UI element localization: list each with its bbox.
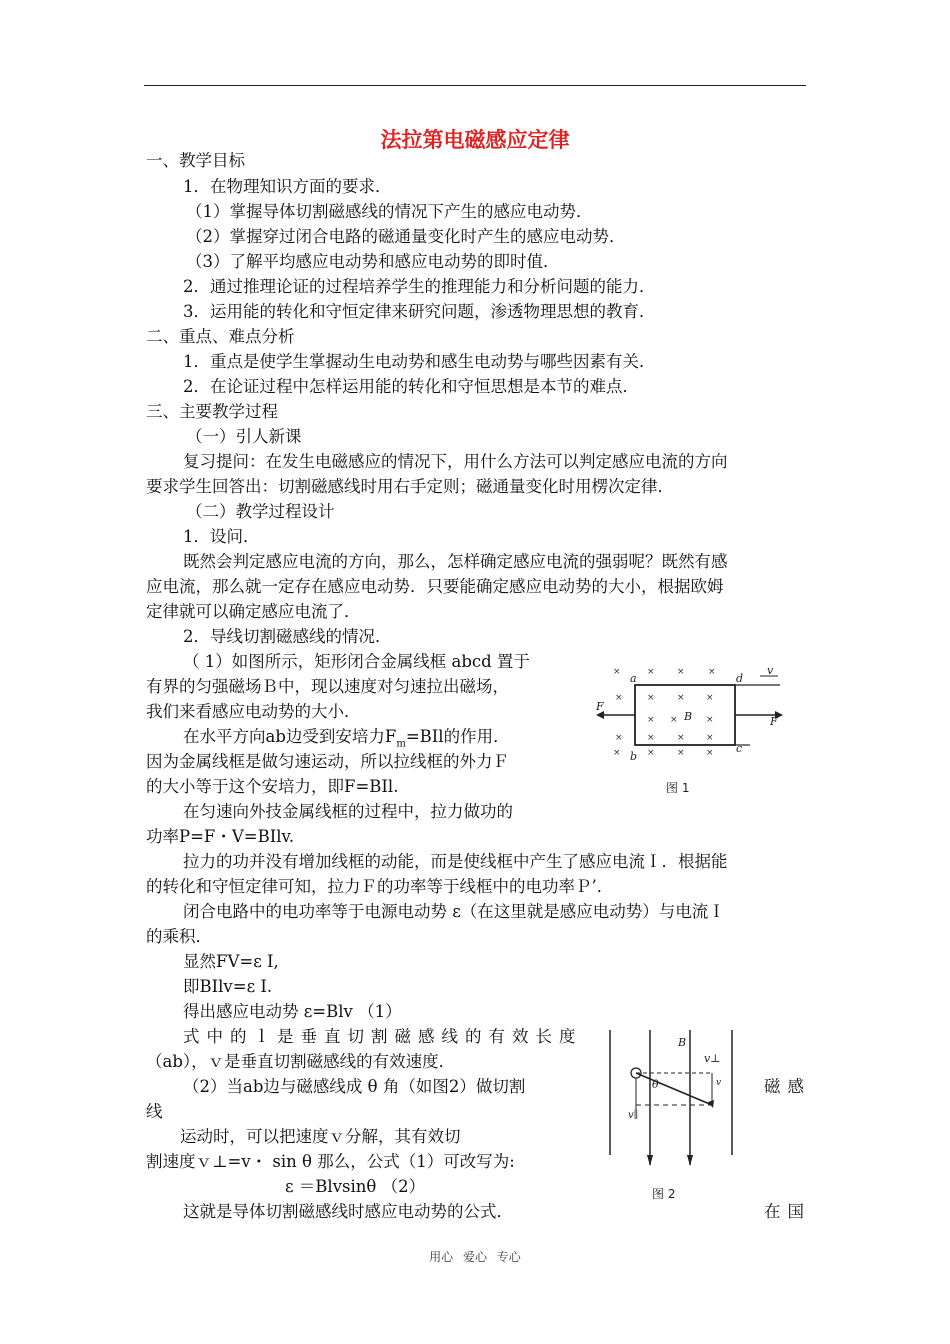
- text-line: 即BIlv=ε I.: [183, 977, 273, 996]
- field-cross-mark: ×: [647, 733, 655, 743]
- field-cross-mark: ×: [613, 748, 621, 758]
- text-line: 因为金属线框是做匀速运动，所以拉线框的外力Ｆ: [146, 752, 509, 771]
- text-line: 1．重点是使学生掌握动生电动势和感生电动势与哪些因素有关．: [183, 352, 656, 371]
- text-line: 要求学生回答出：切割磁感线时用右手定则；磁通量变化时用楞次定律．: [146, 477, 674, 496]
- text-line: 一、教学目标: [146, 151, 245, 170]
- text-line: （2）当ab边与磁感线成 θ 角（如图2）做切割: [183, 1077, 526, 1096]
- text-line: 1．设问．: [183, 527, 260, 546]
- text-line: 二、重点、难点分析: [146, 327, 295, 346]
- text-line: 割速度ｖ⊥=v・ sin θ 那么，公式（1）可改写为:: [146, 1152, 515, 1171]
- text-line: （ 1）如图所示，矩形闭合金属线框 abcd 置于: [183, 652, 530, 671]
- field-cross-mark: ×: [677, 733, 685, 743]
- text-line: 显然FV=ε I,: [183, 952, 279, 971]
- text-line: 这就是导体切割磁感线时感应电动势的公式．: [183, 1202, 513, 1221]
- text-line: （2）掌握穿过闭合电路的磁通量变化时产生的感应电动势．: [186, 227, 626, 246]
- text-line: 在国: [764, 1202, 811, 1221]
- text-line: 的转化和守恒定律可知，拉力Ｆ的功率等于线框中的电功率Ｐ’．: [146, 877, 614, 896]
- text-line: 式中的ｌ是垂直切割磁感线的有效长度: [183, 1027, 583, 1046]
- field-cross-mark: ×: [677, 748, 685, 758]
- subscript: m: [396, 738, 406, 750]
- text-line: 2．导线切割磁感线的情况．: [183, 627, 392, 646]
- field-cross-mark: ×: [647, 693, 655, 703]
- field-cross-mark: ×: [708, 667, 716, 677]
- text-line: 功率P=F・V=BIlv.: [146, 827, 295, 846]
- field-cross-mark: ×: [615, 693, 623, 703]
- field-cross-mark: ×: [670, 715, 678, 725]
- header-rule: [144, 85, 806, 86]
- field-cross-mark: ×: [647, 667, 655, 677]
- text-line: 2．在论证过程中怎样运用能的转化和守恒思想是本节的难点．: [183, 377, 639, 396]
- label-v-par: v∥: [628, 1110, 639, 1121]
- field-cross-mark: ×: [706, 715, 714, 725]
- figure-2: [600, 1030, 750, 1210]
- field-cross-mark: ×: [647, 715, 655, 725]
- page-footer: 用心 爱心 专心: [429, 1250, 521, 1264]
- arrowhead: [687, 1155, 693, 1166]
- text-line: 三、主要教学过程: [146, 402, 278, 421]
- text-line: 2．通过推理论证的过程培养学生的推理能力和分析问题的能力．: [183, 277, 656, 296]
- label-d: d: [736, 672, 744, 685]
- label-v: v: [716, 1078, 722, 1088]
- text-span: =BIl的作用．: [405, 727, 510, 746]
- label-B: B: [678, 1036, 687, 1049]
- field-cross-mark: ×: [613, 667, 621, 677]
- text-line: 得出感应电动势 ε=Blv （1）: [183, 1002, 402, 1021]
- text-line: （ab），ｖ是垂直切割磁感线的有效速度．: [146, 1052, 456, 1071]
- text-line: 我们来看感应电动势的大小．: [146, 702, 361, 721]
- figure-1: [590, 660, 790, 800]
- label-B: B: [684, 710, 693, 723]
- field-cross-mark: ×: [706, 733, 714, 743]
- text-line: （3）了解平均感应电动势和感应电动势的即时值．: [186, 252, 560, 271]
- text-line: 1．在物理知识方面的要求．: [183, 177, 392, 196]
- page-title: 法拉第电磁感应定律: [380, 128, 570, 152]
- label-c: c: [736, 742, 743, 755]
- label-a: a: [630, 672, 637, 685]
- conductor-rod: [636, 1073, 712, 1105]
- field-cross-mark: ×: [615, 733, 623, 743]
- label-b: b: [630, 750, 638, 763]
- text-line: 拉力的功并没有增加线框的动能，而是使线框中产生了感应电流Ｉ．根据能: [183, 852, 728, 871]
- text-line: 运动时，可以把速度ｖ分解，其有效切: [180, 1127, 461, 1146]
- text-line: 线: [146, 1102, 163, 1121]
- text-line: 在匀速向外技金属线框的过程中，拉力做功的: [183, 802, 513, 821]
- field-cross-mark: ×: [677, 667, 685, 677]
- field-cross-mark: ×: [706, 693, 714, 703]
- text-line: 磁感: [764, 1077, 811, 1096]
- text-line: 既然会判定感应电流的方向，那么，怎样确定感应电流的强弱呢？既然有感: [183, 552, 728, 571]
- label-F-left: F: [596, 700, 604, 713]
- text-line: 的大小等于这个安培力，即F=BIl.: [146, 777, 399, 796]
- label-F: F: [770, 715, 778, 728]
- figure-1-caption: 图 1: [666, 781, 690, 795]
- label-theta: θ: [652, 1078, 659, 1091]
- field-cross-mark: ×: [706, 748, 714, 758]
- text-line: ε ＝Blvsinθ （2）: [285, 1177, 426, 1196]
- label-v-perp: v⊥: [704, 1052, 721, 1065]
- field-cross-mark: ×: [677, 693, 685, 703]
- label-v: v: [767, 664, 774, 677]
- arrowhead: [647, 1155, 653, 1166]
- text-line: （1）掌握导体切割磁感线的情况下产生的感应电动势．: [186, 202, 593, 221]
- text-line: 定律就可以确定感应电流了．: [146, 602, 361, 621]
- text-line: 有界的匀强磁场Ｂ中，现以速度对匀速拉出磁场，: [146, 677, 509, 696]
- figure-2-caption: 图 2: [652, 1187, 676, 1201]
- text-line: 3．运用能的转化和守恒定律来研究问题，渗透物理思想的教育．: [183, 302, 656, 321]
- text-line: （二）教学过程设计: [186, 502, 335, 521]
- text-line: 闭合电路中的电功率等于电源电动势 ε（在这里就是感应电动势）与电流Ｉ: [183, 902, 725, 921]
- field-cross-mark: ×: [647, 748, 655, 758]
- text-line: 复习提问：在发生电磁感应的情况下，用什么方法可以判定感应电流的方向: [183, 452, 728, 471]
- text-line: （一）引人新课: [186, 427, 302, 446]
- text-span: 在水平方向ab边受到安培力F: [183, 727, 397, 746]
- text-line: 应电流，那么就一定存在感应电动势．只要能确定感应电动势的大小，根据欧姆: [146, 577, 724, 596]
- text-line: 的乘积．: [146, 927, 212, 946]
